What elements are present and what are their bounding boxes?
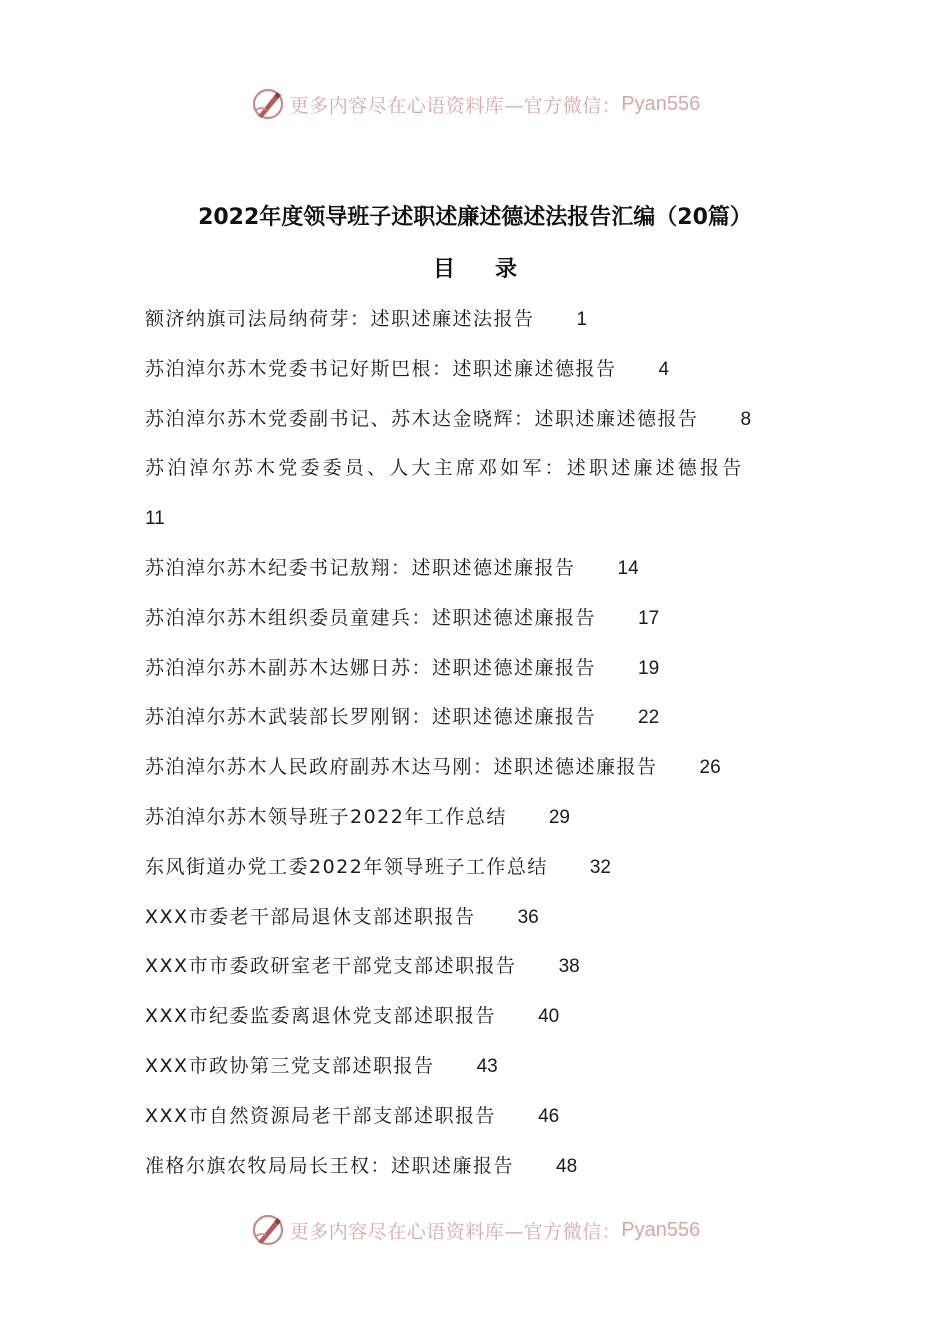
toc-entry-title: XXX市自然资源局老干部支部述职报告 — [145, 1104, 497, 1127]
toc-entry-page: 32 — [589, 856, 611, 878]
watermark-text: 更多内容尽在心语资料库—官方微信： — [289, 94, 622, 117]
toc-entry[interactable] — [145, 843, 815, 893]
toc-entry-page: 1 — [576, 309, 588, 330]
toc-entry[interactable] — [145, 444, 815, 544]
toc-entry[interactable] — [145, 295, 815, 345]
pen-logo-icon — [250, 1212, 286, 1248]
toc-entry[interactable] — [145, 1042, 815, 1092]
toc-entry[interactable] — [145, 345, 815, 395]
toc-entry[interactable] — [145, 992, 815, 1042]
toc-entry-page: 46 — [538, 1105, 560, 1127]
toc-entry-page: 38 — [558, 956, 580, 978]
toc-entry[interactable] — [145, 743, 815, 793]
toc-entry-page: 43 — [476, 1055, 498, 1077]
toc-entry-title: 苏泊淖尔苏木武装部长罗刚钢：述职述德述廉报告 — [145, 706, 597, 729]
toc-entry-page: 48 — [556, 1155, 578, 1177]
watermark-header — [0, 82, 950, 126]
toc-entry[interactable] — [145, 793, 815, 843]
toc-entry-page: 14 — [617, 557, 639, 579]
watermark-wechat-id: Pyan556 — [621, 1218, 701, 1241]
toc-entry-title: 苏泊淖尔苏木纪委书记敖翔：述职述德述廉报告 — [145, 556, 576, 579]
toc-entry-title: 苏泊淖尔苏木党委委员、人大主席邓如军：述职述廉述德报告 — [145, 457, 745, 480]
toc-entry[interactable] — [145, 644, 815, 694]
toc-entry[interactable] — [145, 544, 815, 594]
toc-entry-page: 36 — [517, 906, 539, 928]
toc-entry[interactable] — [145, 1142, 815, 1192]
toc-entry-page: 40 — [538, 1006, 560, 1028]
toc-entry-page: 11 — [145, 508, 165, 530]
toc-entry-page: 8 — [740, 408, 752, 430]
toc-entry[interactable] — [145, 893, 815, 943]
toc-entry-page: 17 — [638, 607, 660, 629]
toc-entry-page: 4 — [658, 358, 670, 380]
toc-entry-page: 22 — [638, 707, 660, 729]
toc-list — [145, 295, 815, 1191]
watermark-footer — [0, 1208, 950, 1252]
watermark-wechat-id: Pyan556 — [621, 92, 701, 115]
toc-entry-title: 苏泊淖尔苏木组织委员童建兵：述职述德述廉报告 — [145, 606, 597, 629]
toc-entry-page: 29 — [548, 806, 570, 828]
toc-entry-title: 东风街道办党工委2022年领导班子工作总结 — [145, 855, 548, 878]
toc-entry-title: 准格尔旗农牧局局长王权：述职述廉报告 — [145, 1154, 515, 1177]
document-title: 2022年度领导班子述职述廉述德述法报告汇编（20篇） — [198, 205, 752, 230]
toc-entry-title: XXX市政协第三党支部述职报告 — [145, 1054, 435, 1077]
toc-entry[interactable] — [145, 594, 815, 644]
toc-entry-title: 苏泊淖尔苏木副苏木达娜日苏：述职述德述廉报告 — [145, 656, 597, 679]
toc-entry-page: 19 — [638, 657, 660, 679]
toc-entry-title: 苏泊淖尔苏木人民政府副苏木达马刚：述职述德述廉报告 — [145, 756, 658, 779]
toc-entry-title: XXX市市委政研室老干部党支部述职报告 — [145, 955, 517, 978]
toc-entry[interactable] — [145, 942, 815, 992]
toc-entry[interactable] — [145, 693, 815, 743]
toc-entry-title: 额济纳旗司法局纳荷芽：述职述廉述法报告 — [145, 308, 535, 330]
toc-entry[interactable] — [145, 1092, 815, 1142]
toc-entry-title: 苏泊淖尔苏木党委书记好斯巴根：述职述廉述德报告 — [145, 357, 617, 380]
pen-logo-icon — [250, 86, 286, 122]
watermark-text: 更多内容尽在心语资料库—官方微信： — [289, 1220, 622, 1243]
toc-entry-title: 苏泊淖尔苏木领导班子2022年工作总结 — [145, 805, 507, 828]
toc-heading: 目录 — [432, 257, 557, 282]
toc-entry-page: 26 — [699, 757, 721, 779]
toc-entry[interactable] — [145, 395, 815, 445]
toc-entry-title: 苏泊淖尔苏木党委副书记、苏木达金晓辉：述职述廉述德报告 — [145, 407, 699, 430]
toc-entry-title: XXX市纪委监委离退休党支部述职报告 — [145, 1005, 497, 1028]
toc-entry-title: XXX市委老干部局退休支部述职报告 — [145, 905, 476, 928]
